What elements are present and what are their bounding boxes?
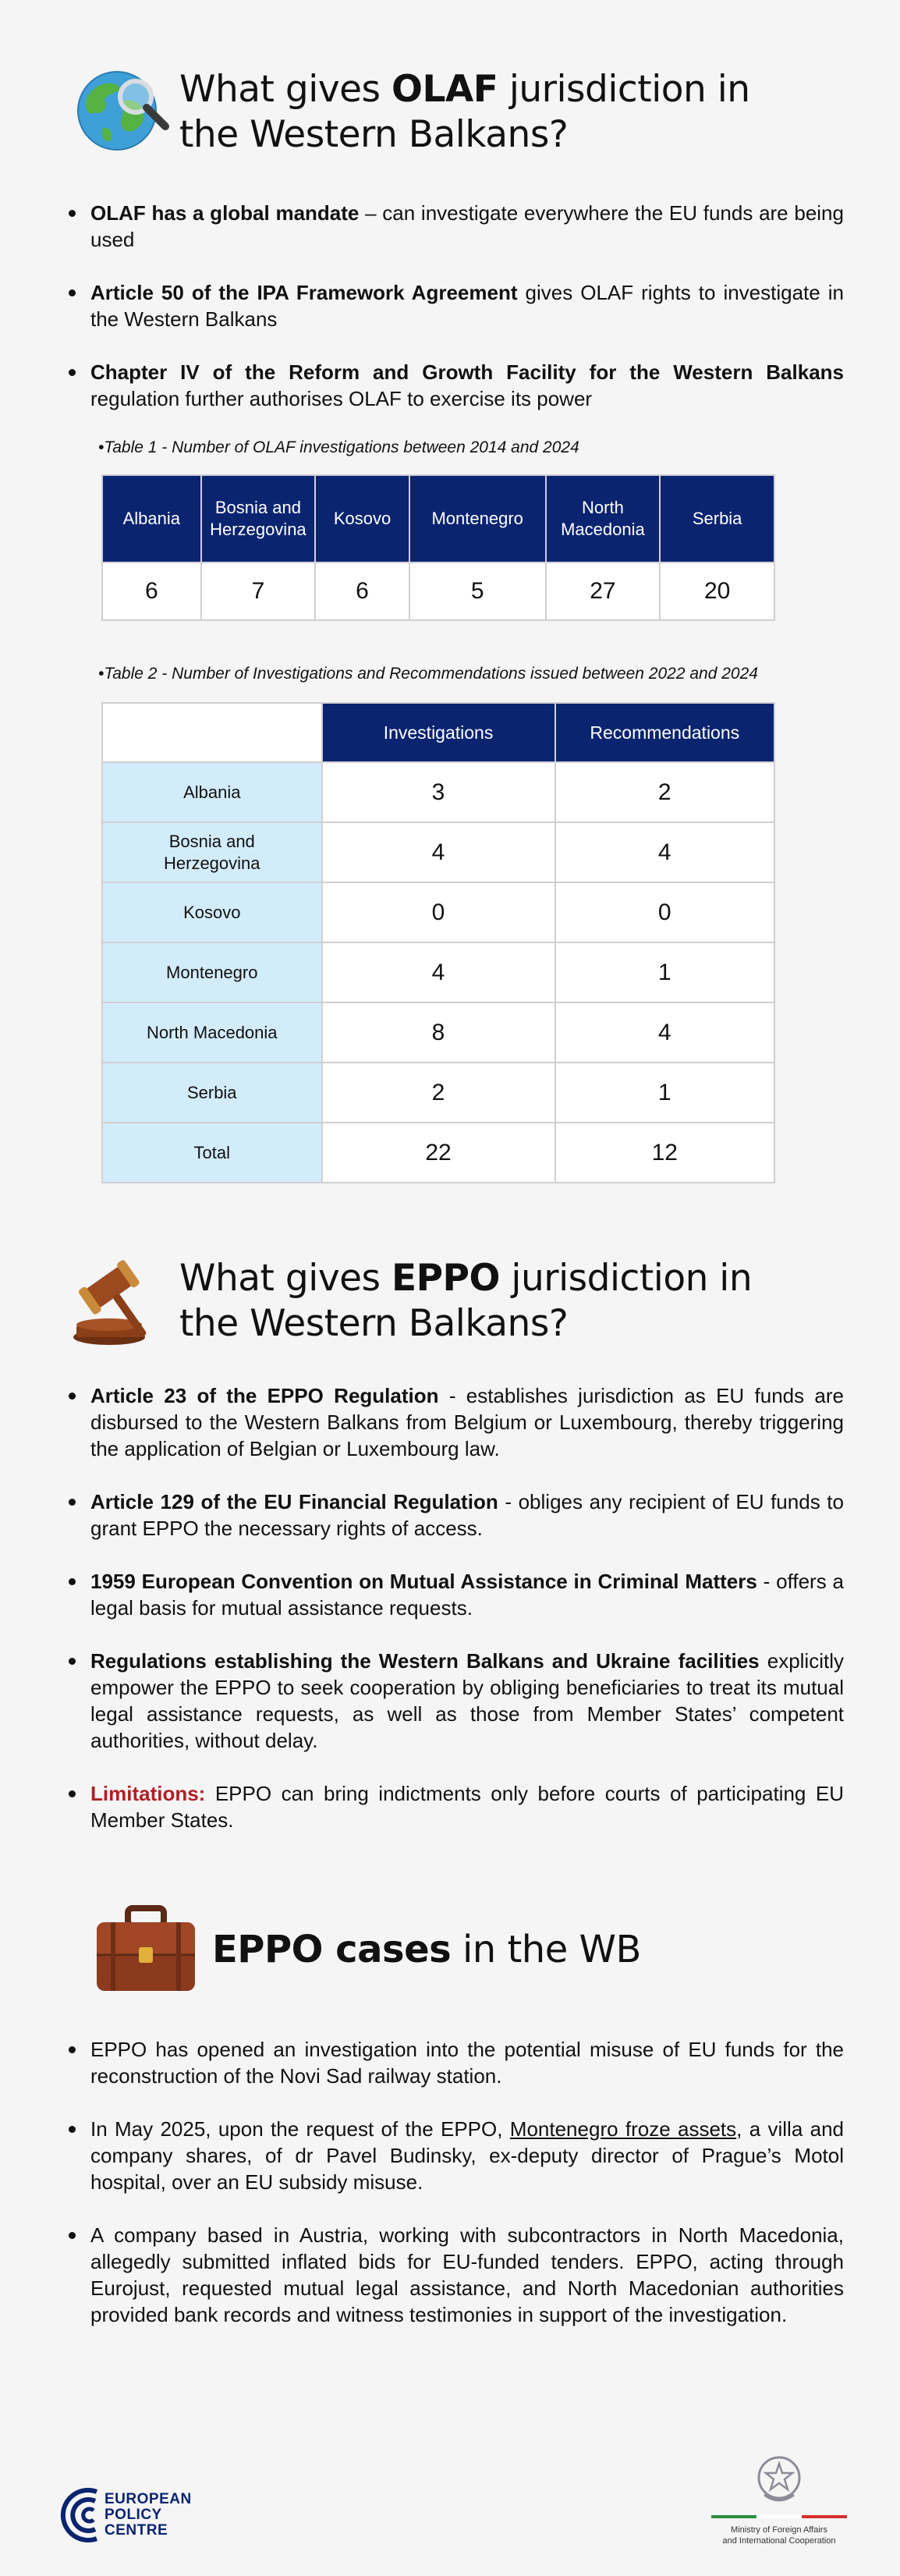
table2-header-recommendations: Recommendations	[555, 703, 774, 762]
table2-investigations-cell: 8	[322, 1002, 555, 1063]
olaf-bullet-3-text: regulation further authorises OLAF to exercise its power	[90, 387, 593, 410]
eppo-bullet-3-text: - offers a legal basis for mutual assistance requests.	[90, 1570, 844, 1620]
case-bullet-2-pre: In May 2025, upon the request of the EPPO,	[90, 2117, 510, 2141]
eppo-bullet-1-text: - establishes jurisdiction as EU funds are disbursed to the Western Balkans from Belgium or Luxembourg, thereby triggering the application of Belgian or Luxembourg law.	[90, 1384, 845, 1460]
table2-country-cell	[102, 822, 322, 882]
eppo-limitations-bullet	[64, 1780, 844, 1833]
epc-logo	[56, 2486, 192, 2545]
table1-header-cell: Montenegro	[409, 475, 546, 562]
eppo-bullet-1	[64, 1382, 844, 1462]
table1-header-cell: North Macedonia	[546, 475, 661, 562]
eppo-title	[179, 1256, 772, 1347]
table2-investigations-cell: 3	[322, 762, 555, 822]
epc-line-1: EUROPEAN	[105, 2491, 192, 2507]
globe-magnifier-icon	[72, 69, 172, 156]
table2-blank-header	[102, 703, 322, 762]
table2-recommendations-cell: 0	[555, 882, 774, 942]
table1-header-row	[102, 475, 774, 562]
table2-country-label: Bosnia and Herzegovina	[164, 831, 260, 873]
table2-recommendations-cell: 12	[555, 1123, 774, 1183]
case-bullet-2-post: , a villa and company shares, of dr Pavel Budinsky, ex-deputy director of Prague’s Motol hospital, over an EU subsidy misuse.	[90, 2117, 844, 2194]
eppo-bullet-2	[64, 1488, 844, 1542]
table2-country-cell: Serbia	[102, 1063, 322, 1123]
table2-recommendations-cell: 2	[555, 762, 774, 822]
epc-line-3: CENTRE	[105, 2522, 168, 2539]
table2-country-cell: Albania	[102, 762, 322, 822]
epc-line-2: POLICY	[105, 2507, 162, 2523]
case-bullet-1	[64, 2036, 844, 2089]
eppo-bullet-4	[64, 1648, 844, 1754]
table2-investigations-cell: 0	[322, 882, 555, 942]
table2-investigations-cell: 22	[322, 1123, 555, 1183]
briefcase-icon	[92, 1904, 200, 1996]
tricolor-bar	[711, 2515, 847, 2518]
ministry-name	[711, 2525, 847, 2546]
eppo-title-post: jurisdiction in the Western Balkans?	[179, 1257, 753, 1345]
table1-header-cell: Kosovo	[315, 475, 409, 562]
epc-emblem-icon	[56, 2486, 101, 2545]
italian-emblem-icon	[755, 2454, 803, 2507]
olaf-bullet-3	[64, 359, 844, 412]
montenegro-froze-assets-link[interactable]: Montenegro froze assets	[509, 2117, 737, 2141]
limitations-label: Limitations:	[90, 1782, 206, 1805]
ministry-line-1: Ministry of Foreign Affairs	[731, 2525, 827, 2535]
table2-caption: •Table 2 - Number of Investigations and Recommendations issued between 2022 and 2024	[98, 665, 758, 683]
table2-country-cell: Total	[102, 1123, 322, 1183]
olaf-bullet-1-text: – can investigate everywhere the EU funds are being used	[90, 201, 844, 251]
eppo-bullet-2-text: - obliges any recipient of EU funds to grant EPPO the necessary rights of access.	[90, 1490, 844, 1540]
table2-header-investigations: Investigations	[322, 703, 555, 762]
table2-investigations-cell: 2	[322, 1063, 555, 1123]
table2-country-cell: North Macedonia	[102, 1002, 322, 1063]
olaf-bullet-1-bold: OLAF has a global mandate	[90, 201, 360, 225]
cases-header	[92, 1904, 641, 1996]
table2-recommendations-cell: 1	[555, 942, 774, 1002]
table2-country-cell: Montenegro	[102, 942, 322, 1002]
table1-header-cell: Serbia	[660, 475, 774, 562]
table-row	[102, 1063, 774, 1123]
case-bullet-1-text: EPPO has opened an investigation into the potential misuse of EU funds for the reconstruction of the Novi Sad railway station.	[90, 2038, 844, 2088]
cases-bullet-list	[64, 2036, 844, 2328]
table1-value-row	[102, 562, 774, 620]
eppo-bullet-4-bold: Regulations establishing the Western Balkans and Ukraine facilities	[90, 1649, 760, 1673]
case-bullet-3-text: A company based in Austria, working with subcontractors in North Macedonia, allegedly submitted inflated bids for EU-funded tenders. EPPO, acting through Eurojust, requested mutual legal assistance, and North Macedonian authorities provided bank records and witness testimonies in support of the investigation.	[90, 2223, 844, 2326]
olaf-header	[72, 67, 772, 158]
table2-header-row	[102, 703, 774, 762]
limitations-text: EPPO can bring indictments only before courts of participating EU Member States.	[90, 1782, 844, 1832]
eppo-bullet-3	[64, 1568, 844, 1621]
table2-country-cell: Kosovo	[102, 882, 322, 942]
gavel-icon	[72, 1256, 172, 1347]
table-row	[102, 822, 774, 882]
table1-value-cell: 20	[660, 562, 774, 620]
olaf-title-bold: OLAF	[391, 68, 498, 111]
table2-investigations-cell: 4	[322, 942, 555, 1002]
cases-title-bold: EPPO cases	[212, 1928, 452, 1971]
table1-olaf-investigations	[101, 474, 775, 621]
table1-caption: •Table 1 - Number of OLAF investigations between 2014 and 2024	[98, 438, 579, 456]
olaf-bullet-3-bold: Chapter IV of the Reform and Growth Facility for the Western Balkans	[90, 360, 844, 384]
eppo-bullet-3-bold: 1959 European Convention on Mutual Assistance in Criminal Matters	[90, 1570, 757, 1593]
eppo-bullet-1-bold: Article 23 of the EPPO Regulation	[90, 1384, 439, 1407]
eppo-header	[72, 1256, 772, 1347]
table1-header-cell: Bosnia and Herzegovina	[201, 475, 316, 562]
olaf-title-pre: What gives	[179, 68, 392, 111]
table-row	[102, 762, 774, 822]
table1-header-cell: Albania	[102, 475, 201, 562]
table2-investigations-recommendations	[101, 702, 775, 1183]
epc-wordmark	[105, 2492, 192, 2539]
table2-investigations-cell: 4	[322, 822, 555, 882]
olaf-bullet-list	[64, 200, 844, 412]
olaf-title-post: jurisdiction in the Western Balkans?	[179, 68, 750, 156]
table-row	[102, 1002, 774, 1063]
ministry-line-2: and International Cooperation	[722, 2536, 836, 2546]
table1-value-cell: 6	[315, 562, 409, 620]
table1-value-cell: 27	[546, 562, 661, 620]
table1-value-cell: 7	[201, 562, 316, 620]
tricolor-red	[802, 2515, 847, 2518]
eppo-bullet-4-text: explicitly empower the EPPO to seek cooperation by obliging beneficiaries to treat its mutual legal assistance requests, as well as those from Member States’ competent authorities, without delay.	[90, 1649, 844, 1752]
eppo-title-pre: What gives	[179, 1257, 392, 1300]
case-bullet-3	[64, 2222, 844, 2328]
olaf-bullet-2-text: gives OLAF rights to investigate in the Western Balkans	[90, 281, 844, 331]
cases-title	[212, 1927, 641, 1972]
cases-title-post: in the WB	[451, 1928, 641, 1971]
tricolor-green	[711, 2515, 756, 2518]
eppo-bullet-list	[64, 1382, 844, 1833]
table-row	[102, 942, 774, 1002]
case-bullet-2	[64, 2116, 844, 2195]
ministry-logo	[711, 2454, 847, 2546]
table2-recommendations-cell: 4	[555, 822, 774, 882]
tricolor-white	[756, 2515, 802, 2518]
olaf-bullet-2-bold: Article 50 of the IPA Framework Agreement	[90, 281, 518, 304]
olaf-bullet-1	[64, 200, 844, 253]
table-row-total	[102, 1123, 774, 1183]
table1-value-cell: 6	[102, 562, 201, 620]
eppo-title-bold: EPPO	[391, 1257, 500, 1300]
olaf-title	[179, 67, 772, 158]
olaf-bullet-2	[64, 279, 844, 332]
table1-value-cell: 5	[409, 562, 546, 620]
eppo-bullet-2-bold: Article 129 of the EU Financial Regulation	[90, 1490, 498, 1513]
table2-recommendations-cell: 1	[555, 1063, 774, 1123]
table-row	[102, 882, 774, 942]
table2-recommendations-cell: 4	[555, 1002, 774, 1063]
